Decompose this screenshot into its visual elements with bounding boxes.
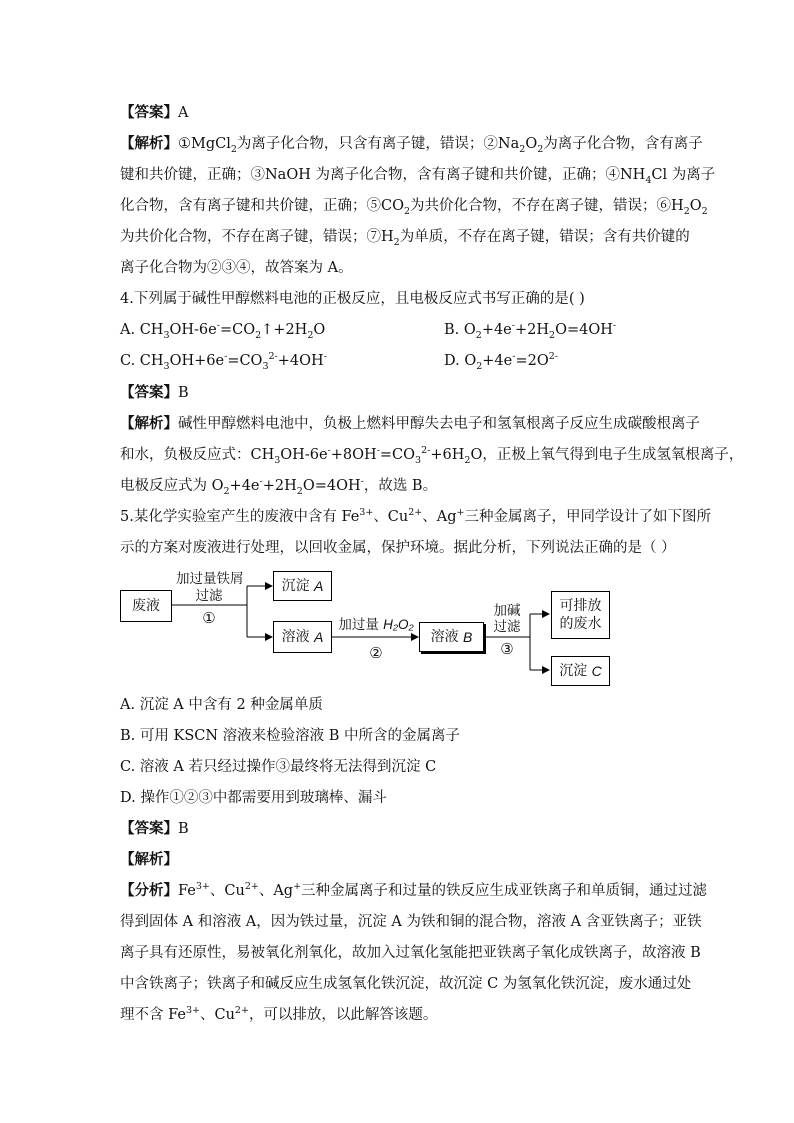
answer-value: B <box>178 821 189 837</box>
question-5-option-c: C. 溶液 A 若只经过操作③最终将无法得到沉淀 C <box>120 759 437 775</box>
question-4-option-b: B. $O_2+4e^-+2H_2O=4OH^-$ <box>444 320 617 341</box>
explanation-label: 【解析】 <box>120 415 178 432</box>
step-3-filter-label: 过滤 <box>493 619 521 635</box>
analysis-label: 【分析】 <box>120 882 178 899</box>
step-2-number: ② <box>369 644 383 662</box>
question-5-stem-line-2: 示的方案对废液进行处理，以回收金属，保护环境。据此分析，下列说法正确的是（ ） <box>120 540 676 556</box>
precipitate-a-box: 沉淀 A <box>273 571 332 601</box>
answer-value: B <box>178 385 189 401</box>
question-4-option-a: A. $CH_3OH-6e^-=CO_2↑+2H_2O$ <box>120 320 326 341</box>
question-5-option-b: B. 可用 KSCN 溶液来检验溶液 B 中所含的金属离子 <box>120 728 461 744</box>
explanation-2-line-1: 【解析】碱性甲醇燃料电池中，负极上燃料甲醇失去电子和氢氧根离子反应生成碳酸根离子 <box>120 415 700 432</box>
precipitate-c-box: 沉淀 C <box>551 656 610 686</box>
explanation-2-line-2: 和水，负极反应式：$CH_3OH-6e^-+8OH^-=CO_3^{2-}+6H_2O$，正极上氧气得到电子生成氢氧根离子， <box>120 445 744 466</box>
question-5-option-a: A. 沉淀 A 中含有 2 种金属单质 <box>120 697 323 713</box>
question-4-option-d: D. $O_2+4e^-=2O^{2-}$ <box>444 351 558 372</box>
analysis-line-3: 离子具有还原性，易被氧化剂氧化，故加入过氧化氢能把亚铁离子氧化成铁离子，故溶液 B <box>120 945 701 961</box>
answer-label: 【答案】 <box>120 820 178 837</box>
step-1-filter-label: 过滤 <box>195 588 223 604</box>
answer-value: A <box>178 105 189 121</box>
analysis-line-2: 得到固体 A 和溶液 A，因为铁过量，沉淀 A 为铁和铜的混合物，溶液 A 含亚铁离子；亚铁 <box>120 914 702 930</box>
explanation-1-line-5: 离子化合物为②③④，故答案为 A。 <box>120 260 353 276</box>
solution-b-box: 溶液 B <box>419 622 484 652</box>
explanation-3-label: 【解析】 <box>120 851 178 868</box>
step-2-reagent-label: 加过量 H₂O₂ <box>338 617 414 633</box>
discharge-water-box: 可排放 的废水 <box>551 591 610 639</box>
waste-box: 废液 <box>120 590 172 622</box>
analysis-line-1: 【分析】$Fe^{3+}$、$Cu^{2+}$、Ag+三种金属离子和过量的铁反应生成亚铁离子和单质铜，通过过滤 <box>120 881 708 899</box>
solution-a-box: 溶液 A <box>273 621 332 653</box>
question-4-stem: 4.下列属于碱性甲醇燃料电池的正极反应，且电极反应式书写正确的是( ) <box>120 291 585 307</box>
question-5-option-d: D. 操作①②③中都需要用到玻璃棒、漏斗 <box>120 790 387 806</box>
question-5-stem-line-1: 5.某化学实验室产生的废液中含有 $Fe^{3+}$、$Cu^{2+}$、Ag+三种金属离子，甲同学设计了如下图所 <box>120 507 711 525</box>
step-1-reagent-label: 加过量铁屑 <box>176 571 244 587</box>
analysis-line-5: 理不含 $Fe^{3+}$、$Cu^{2+}$，可以排放，以此解答该题。 <box>120 1005 438 1023</box>
explanation-1-line-4: 为共价化合物，不存在离子键，错误；$⑦H_2$为单质，不存在离子键，错误；含有共价键的 <box>120 229 690 248</box>
explanation-1-line-1: 【解析】①MgCl$_2$为离子化合物，只含有离子键，错误；$②Na_2O_2$为离子化合物，含有离子 <box>120 135 703 155</box>
explanation-1-line-3: 化合物，含有离子键和共价键，正确；$⑤CO_2$为共价化合物，不存在离子键，错误；$⑥H_2O_2$ <box>120 198 708 217</box>
explanation-1-line-2: 键和共价键，正确；③NaOH 为离子化合物，含有离子键和共价键，正确；$④NH_4Cl$ 为离子 <box>120 167 716 186</box>
answer-3 <box>120 819 189 839</box>
analysis-line-4: 中含铁离子；铁离子和碱反应生成氢氧化铁沉淀，故沉淀 C 为氢氧化铁沉淀，废水通过处 <box>120 976 692 992</box>
explanation-label: 【解析】 <box>120 135 178 152</box>
answer-label: 【答案】 <box>120 104 178 121</box>
answer-label: 【答案】 <box>120 384 178 401</box>
step-1-number: ① <box>202 609 216 627</box>
step-3-number: ③ <box>500 640 514 658</box>
step-3-reagent-label: 加碱 <box>493 603 521 619</box>
explanation-2-line-3: 电极反应式为 $O_2+4e^-+2H_2O=4OH^-$，故选 B。 <box>120 476 438 497</box>
question-4-option-c: C. $CH_3OH+6e^-=CO_3^{2-}+4OH^-$ <box>120 351 327 372</box>
